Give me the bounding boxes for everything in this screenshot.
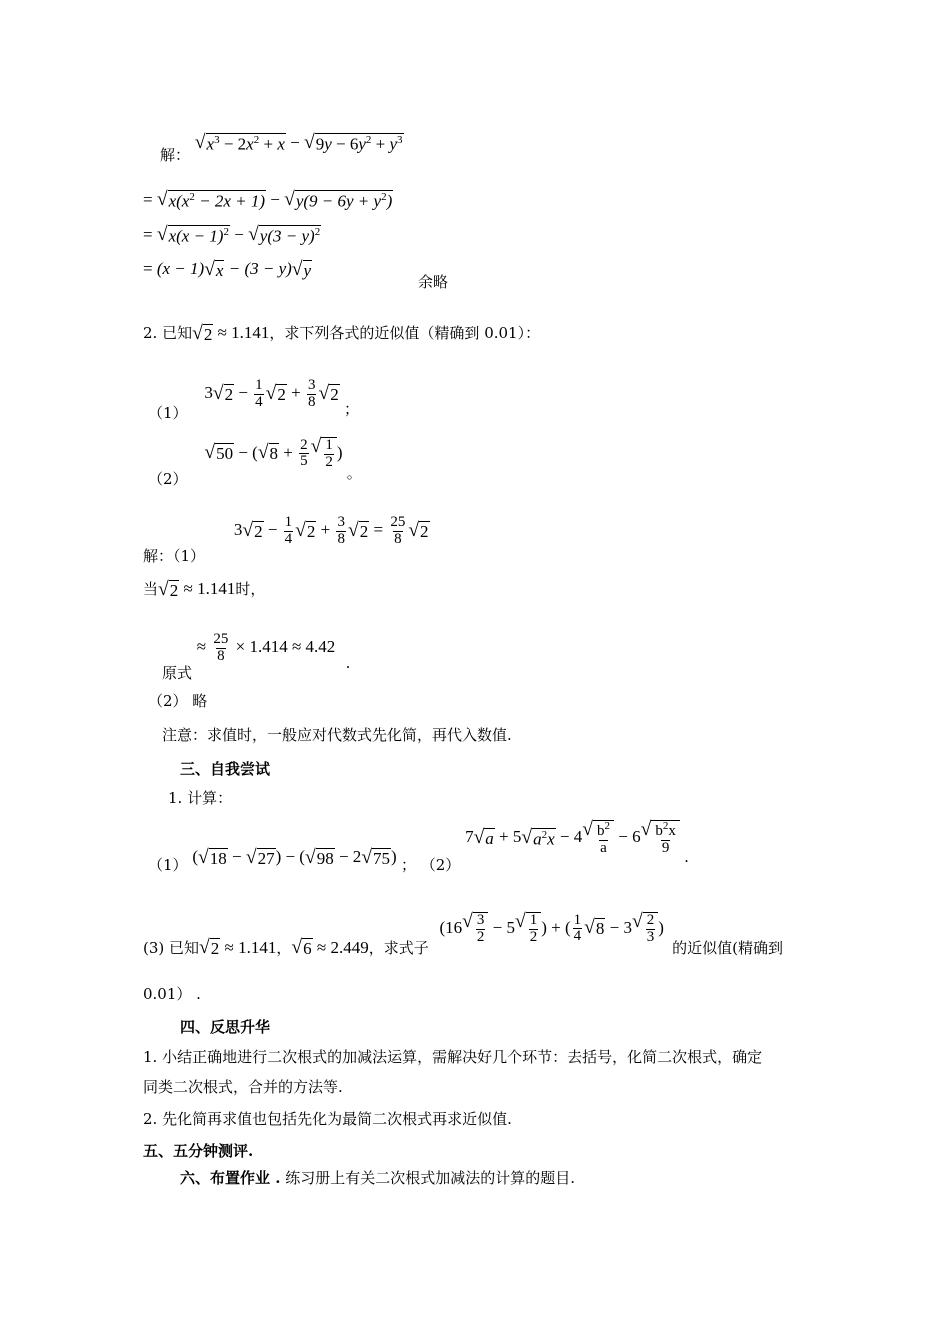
rest-omitted: 余略 — [418, 273, 449, 291]
original-expression-line: 原式 ≈ $\frac{25}{8}$ × 1.414 ≈ 4.42 . — [162, 631, 351, 683]
section-3-title: 三、自我尝试 — [180, 760, 271, 778]
solution-1-first-line — [160, 132, 404, 164]
note: 注意：求值时，一般应对代数式先化简，再代入数值. — [162, 726, 512, 744]
exercise-3-line: (3) 已知 √ 2 ≈ 1.141， √ 6 ≈ 2.449，求式子 (16 √ $\frac{3}{2}$ − 5 √ $\frac{1}{2}$ ) + ( $\frac{1}{4}$ √ 8 − 3 √ $\frac{2}{3}$ ) 的近似值(精确到 — [143, 911, 783, 959]
section-3-item-1: 1. 计算： — [168, 789, 233, 807]
question-2-part-1: （1） 3 √ 2 − $\frac{1}{4}$ √ 2 + $\frac{3}{8}$ √ 2 ； — [148, 377, 359, 423]
section-6-line — [180, 1167, 575, 1188]
section-4-paragraph-1a: 1. 小结正确地进行二次根式的加减法运算，需解决好几个环节：去括号，化简二次根式，确定 — [143, 1048, 763, 1066]
section-6-text: 练习册上有关二次根式加减法的计算的题目. — [280, 1169, 575, 1187]
exercise-3-line-2: 0.01） . — [143, 985, 201, 1003]
section-4-title: 四、反思升华 — [180, 1018, 271, 1036]
solution-2-part-1: 解：（1） 3 √ 2 − $\frac{1}{4}$ √ 2 + $\frac{3}{8}$ √ 2 = $\frac{25}{8}$ √ 2 — [143, 514, 429, 566]
exercise-2-expression: 7 √ a + 5 √ $a^2x$ − 4 √ $\frac{b^2}{a}$ − 6 √ $\frac{b^2x}{9}$ — [465, 827, 684, 846]
question-2: 2. 已知 √ 2 ≈ 1.141，求下列各式的近似值（精确到 0.01）： — [143, 322, 541, 344]
exercise-1-line: （1） ( √ 18 − √ 27 ) − ( √ 98 − 2 √ 75 ) ； （2） 7 √ a + 5 √ $a^2x$ − 4 √ $\frac{b^2}{a}$ − 6 √ $\frac{b^2x}{9}$ . — [148, 819, 689, 875]
question-2-part-2: （2） √ 50 − ( √ 8 + $\frac{2}{5}$ √ $\frac{1}{2}$ ) 。 — [148, 436, 362, 488]
expression-line-3: = (x − 1) √ x − (3 − y) √ y — [143, 258, 312, 280]
section-4-paragraph-2: 2. 先化简再求值也包括先化为最简二次根式再求近似值. — [143, 1110, 512, 1128]
expression-line-0: √ $x^3 - 2x^2 + x$ − √ $9y - 6y^2 + y^3$ — [194, 132, 403, 155]
solution-2-part-2: （2） 略 — [148, 692, 208, 710]
section-5-title: 五、五分钟测评. — [143, 1142, 254, 1160]
sqrt-expr-x: √ $x^3 - 2x^2 + x$ — [194, 132, 285, 155]
expression-line-1: = √ $x(x^2 - 2x + 1)$ − √ $y(9 - 6y + y^2)$ — [143, 189, 393, 212]
section-4-paragraph-1b: 同类二次根式，合并的方法等. — [143, 1078, 343, 1096]
solution-label: 解： — [160, 146, 191, 164]
section-6-title: 六、布置作业 . — [180, 1169, 281, 1187]
sqrt-expr-y: √ $9y - 6y^2 + y^3$ — [303, 132, 403, 155]
when-line: 当 √ 2 ≈ 1.141时， — [143, 578, 266, 600]
expression-line-2: = √ $x(x - 1)^2$ − √ $y(3 - y)^2$ — [143, 224, 321, 247]
